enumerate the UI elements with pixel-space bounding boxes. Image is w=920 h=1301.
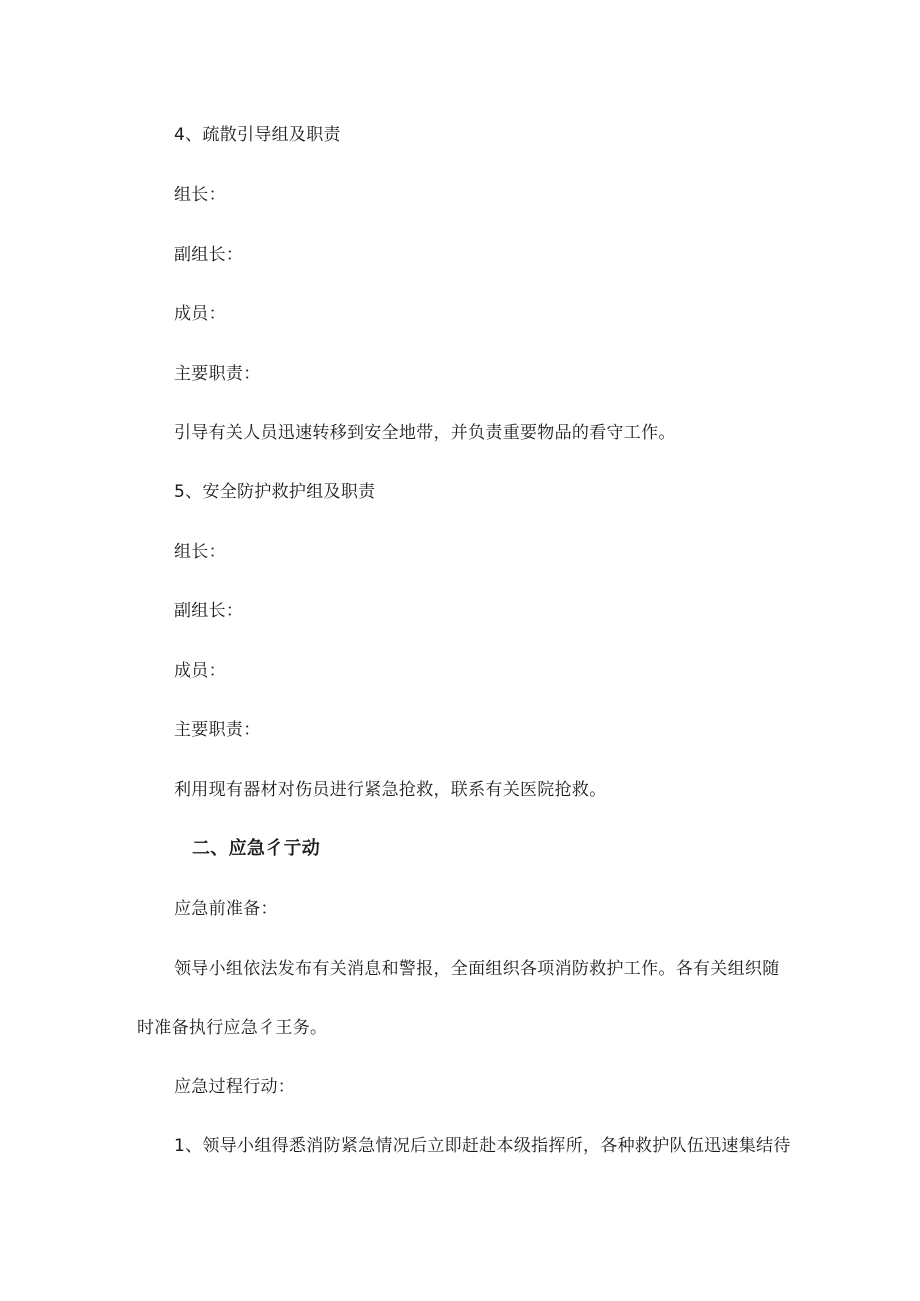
prep-text-line1: 领导小组依法发布有关消息和警报，全面组织各项消防救护工作。各有关组织随 <box>174 959 780 979</box>
prep-label: 应急前准备： <box>174 899 278 919</box>
section5-duties-text: 利用现有器材对伤员进行紧急抢救，联系有关医院抢救。 <box>174 780 607 800</box>
section5-members-label: 成员： <box>174 661 226 681</box>
section4-duties-text: 引导有关人员迅速转移到安全地带，并负责重要物品的看守工作。 <box>174 423 676 443</box>
section4-title: 4、疏散引导组及职责 <box>174 125 341 145</box>
section5-duties-label: 主要职责： <box>174 720 261 740</box>
part2-heading: 二、应急彳亍动 <box>192 838 321 859</box>
section5-title: 5、安全防护救护组及职责 <box>174 482 376 502</box>
section4-members-label: 成员： <box>174 304 226 324</box>
section4-leader-label: 组长： <box>174 185 226 205</box>
step1-line1: 1、领导小组得悉消防紧急情况后立即赶赴本级指挥所，各种救护队伍迅速集结待 <box>174 1136 791 1156</box>
section5-leader-label: 组长： <box>174 542 226 562</box>
section5-deputy-label: 副组长： <box>174 601 244 621</box>
section4-deputy-label: 副组长： <box>174 245 244 265</box>
prep-text-line2: 时准备执行应急彳王务。 <box>137 1018 328 1038</box>
process-label: 应急过程行动： <box>174 1077 296 1097</box>
section4-duties-label: 主要职责： <box>174 364 261 384</box>
